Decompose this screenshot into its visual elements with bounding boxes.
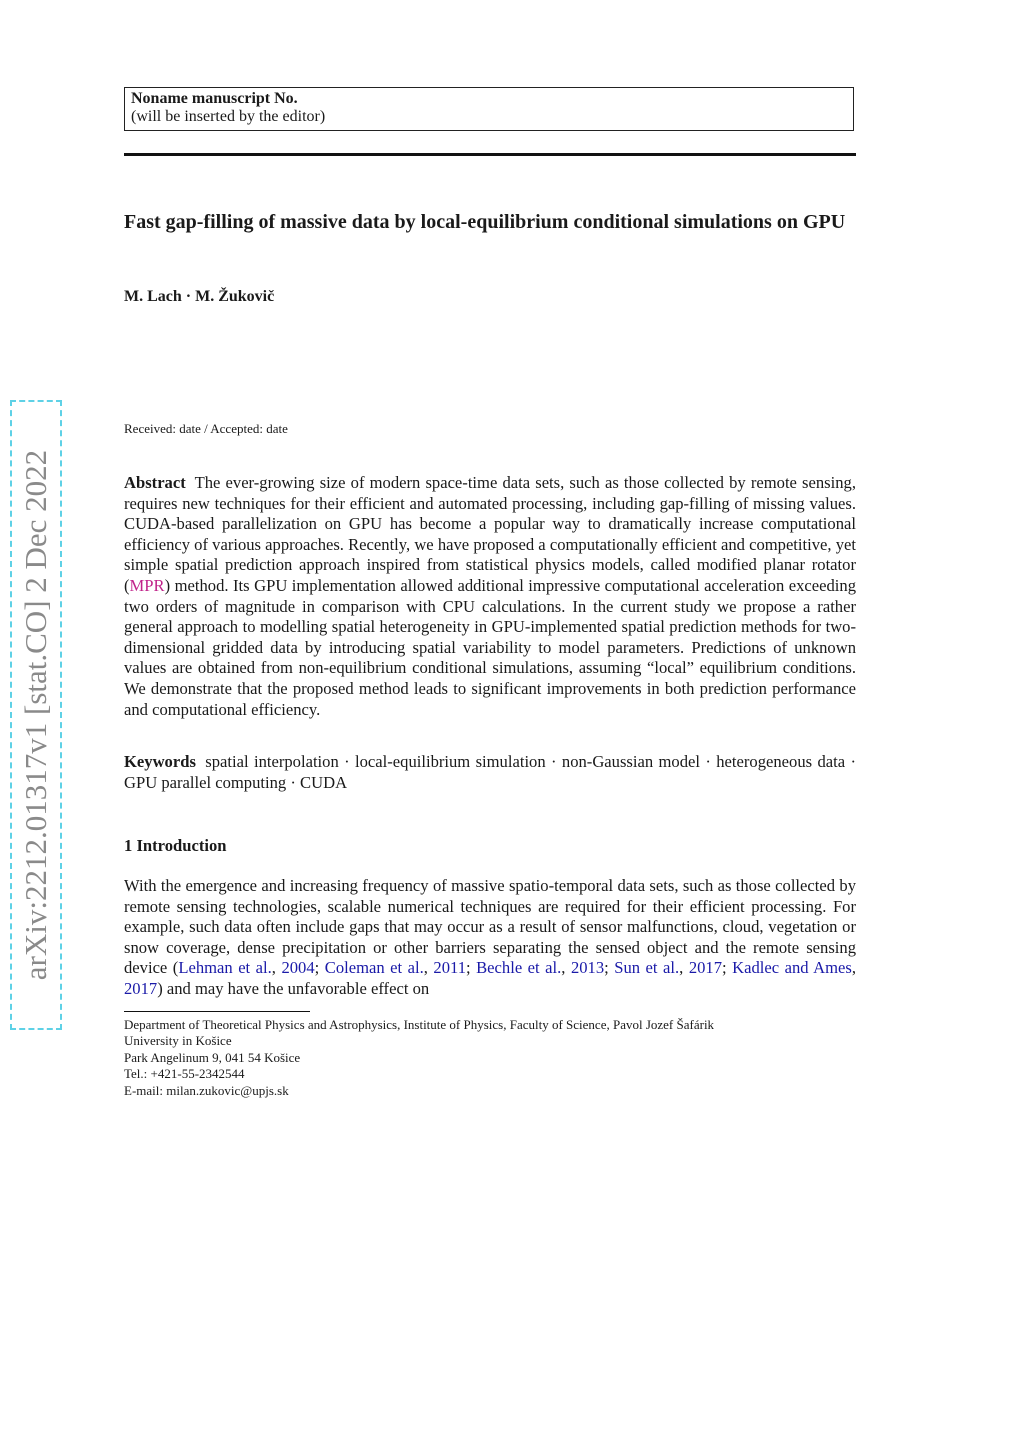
arxiv-identifier-stamp[interactable]: arXiv:2212.01317v1 [stat.CO] 2 Dec 2022	[10, 400, 62, 1030]
author-affiliation-footnote	[124, 1017, 864, 1099]
citation-kadlec-year[interactable]: 2017	[124, 978, 158, 998]
telephone: Tel.: +421-55-2342544	[124, 1066, 245, 1082]
header-rule	[124, 153, 856, 156]
citation-lehman-author[interactable]: Lehman et al.	[178, 958, 272, 978]
abstract	[124, 473, 856, 720]
intro-text-part-2: ) and may have the unfavorable effect on	[157, 978, 430, 998]
introduction-paragraph: With the emergence and increasing frequency of massive spatio-temporal data sets, such as those collected by remote sensing technologies, scalable numerical techniques are required for their efficient processing. For example, such data often include gaps that may occur as a result of sensor malfunctions, cloud, vegetation or snow coverage, dense precipitation or other barriers separating the sensed object and the remote sensing device (Lehman et al., 2004; Coleman et al., 2011; Bechle et al., 2013; Sun et al., 2017; Kadlec and Ames, 2017) and may have the unfavorable effect on	[124, 876, 857, 998]
abstract-label: Abstract	[124, 473, 186, 492]
citation-sun-year[interactable]: 2017	[688, 958, 722, 978]
keywords	[124, 752, 856, 793]
footnote-rule	[124, 1011, 310, 1012]
citation-bechle-year[interactable]: 2013	[570, 958, 605, 978]
editor-note: (will be inserted by the editor)	[131, 108, 326, 125]
abstract-text-part-1: The ever-growing size of modern space-time data sets, such as those collected by remote sensing, requires new techniques for their efficient and automated processing, including gap-filling of missing values. CUDA-based parallelization on GPU has become a popular way to dramatically increase computational efficiency of various approaches. Recently, we have proposed a computationally efficient and competitive, yet simple spatial prediction approach inspired from statistical physics models, called modified planar rotator (	[124, 473, 856, 595]
section-heading-introduction	[124, 836, 227, 856]
citation-kadlec-author[interactable]: Kadlec and Ames	[732, 958, 852, 978]
received-date: Received: date / Accepted: date	[124, 421, 288, 436]
keywords-text: spatial interpolation · local-equilibrium simulation · non-Gaussian model · heterogeneous data · GPU parallel computing · CUDA	[124, 752, 856, 792]
affiliation-line-1: Department of Theoretical Physics and Astrophysics, Institute of Physics, Faculty of Science, Pavol Jozef Šafárik	[124, 1017, 715, 1032]
citation-bechle-author[interactable]: Bechle et al.	[476, 958, 562, 978]
keywords-label: Keywords	[124, 752, 196, 771]
editor-box	[124, 87, 854, 131]
citation-coleman-year[interactable]: 2011	[433, 958, 466, 978]
email-address[interactable]: E-mail: milan.zukovic@upjs.sk	[124, 1082, 289, 1098]
postal-address: Park Angelinum 9, 041 54 Košice	[124, 1049, 301, 1065]
section-number: 1	[124, 836, 133, 855]
citation-sun-author[interactable]: Sun et al.	[614, 958, 680, 978]
affiliation-line-2: University in Košice	[124, 1033, 232, 1049]
paper-title: Fast gap-filling of massive data by local-equilibrium conditional simulations on GPU	[124, 211, 846, 233]
intro-text-part-1: With the emergence and increasing frequency of massive spatio-temporal data sets, such as those collected by remote sensing technologies, scalable numerical techniques are required for their efficient processing. For example, such data often include gaps that may occur as a result of sensor malfunctions, cloud, vegetation or snow coverage, dense precipitation or other barriers separating the sensed object and the remote sensing device (	[124, 876, 856, 978]
citation-lehman-year[interactable]: 2004	[281, 958, 315, 978]
abstract-text-part-2: ) method. Its GPU implementation allowed additional impressive computational acceleration exceeding two orders of magnitude in comparison with CPU calculations. In the current study we propose a rather general approach to modelling spatial heterogeneity in GPU-implemented spatial prediction methods for two-dimensional gridded data by introducing spatial variability to model parameters. Predictions of unknown values are obtained from non-equilibrium conditional simulations, assuming “local” equilibrium conditions. We demonstrate that the proposed method leads to significant improvements in both prediction performance and computational efficiency.	[124, 575, 856, 719]
acronym-link-mpr[interactable]: MPR	[129, 575, 165, 595]
manuscript-number-label: Noname manuscript No.	[131, 90, 298, 107]
author-list: M. Lach · M. Žukovič	[124, 288, 275, 305]
citation-coleman-author[interactable]: Coleman et al.	[324, 958, 424, 978]
section-title: Introduction	[136, 836, 227, 855]
